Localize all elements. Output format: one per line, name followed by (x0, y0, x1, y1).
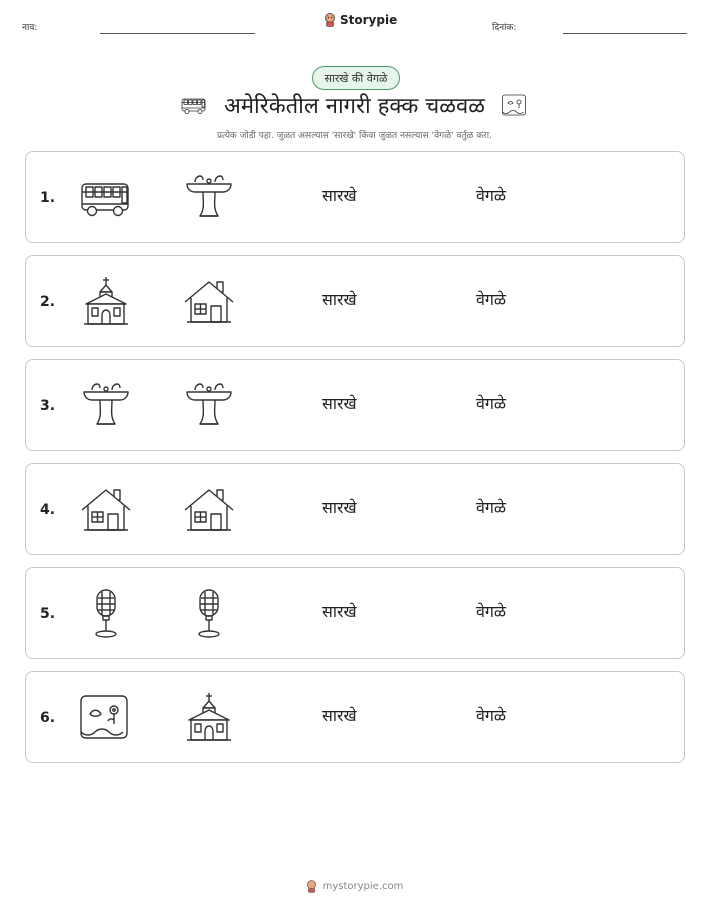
house-icon (181, 484, 237, 536)
question-number: 3. (40, 398, 56, 414)
instructions: प्रत्येक जोडी पहा. जुळत असल्यास 'सारखे' किंवा जुळत नसल्यास 'वेगळे' वर्तुळ करा. (216, 131, 492, 141)
storypie-mascot-icon (306, 880, 317, 893)
question-card (25, 359, 685, 451)
different-option[interactable]: वेगळे (476, 186, 507, 205)
microphone-icon (78, 588, 134, 640)
question-number: 4. (40, 502, 56, 518)
same-option[interactable]: सारखे (322, 498, 357, 517)
question-card (25, 151, 685, 243)
church-icon (181, 692, 237, 744)
question-number: 2. (40, 294, 56, 310)
question-card (25, 463, 685, 555)
different-option[interactable]: वेगळे (476, 602, 507, 621)
question-number: 6. (40, 710, 56, 726)
fountain-icon (181, 380, 237, 432)
different-option[interactable]: वेगळे (476, 394, 507, 413)
question-card (25, 671, 685, 763)
map-icon (499, 92, 531, 118)
church-icon (78, 276, 134, 328)
footer-site: mystorypie.com (322, 881, 404, 892)
question-number: 5. (40, 606, 56, 622)
footer (0, 880, 709, 893)
same-option[interactable]: सारखे (322, 394, 357, 413)
same-option[interactable]: सारखे (322, 602, 357, 621)
name-label: नाव: (22, 23, 38, 33)
question-card (25, 255, 685, 347)
different-option[interactable]: वेगळे (476, 498, 507, 517)
date-line[interactable] (563, 33, 687, 34)
storypie-mascot-icon (324, 13, 336, 27)
worksheet-type-badge: सारखे की वेगळे (312, 66, 400, 90)
question-number: 1. (40, 190, 56, 206)
bus-icon (178, 92, 210, 118)
microphone-icon (181, 588, 237, 640)
page-title: अमेरिकेतील नागरी हक्क चळवळ (224, 94, 485, 119)
same-option[interactable]: सारखे (322, 706, 357, 725)
same-option[interactable]: सारखे (322, 186, 357, 205)
house-icon (181, 276, 237, 328)
brand-logo (324, 13, 397, 27)
question-card (25, 567, 685, 659)
name-line[interactable] (100, 33, 255, 34)
title-row (0, 90, 709, 120)
bus-icon (78, 172, 134, 224)
fountain-icon (78, 380, 134, 432)
house-icon (78, 484, 134, 536)
date-label: दिनांक: (492, 23, 517, 33)
different-option[interactable]: वेगळे (476, 706, 507, 725)
map-icon (78, 692, 134, 744)
same-option[interactable]: सारखे (322, 290, 357, 309)
brand-name: Storypie (340, 13, 398, 27)
different-option[interactable]: वेगळे (476, 290, 507, 309)
fountain-icon (181, 172, 237, 224)
